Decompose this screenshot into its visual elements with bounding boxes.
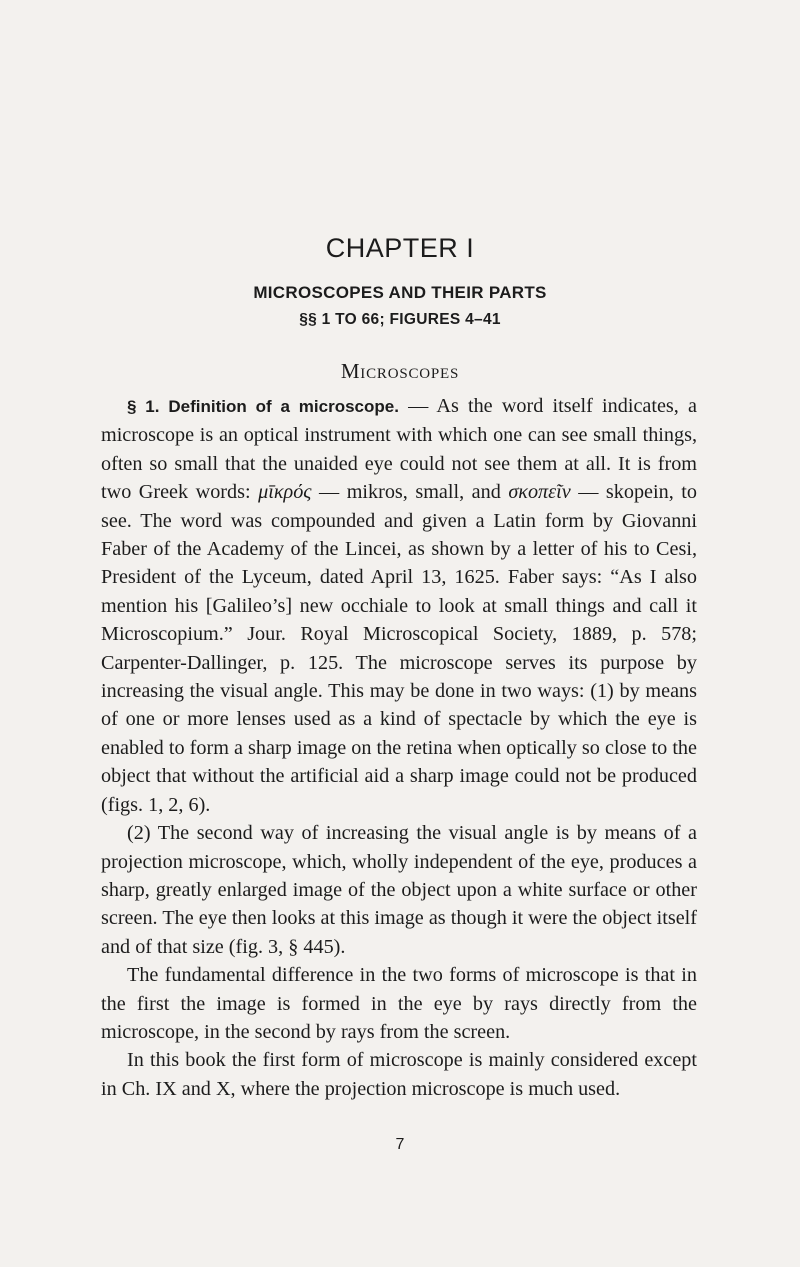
paragraph-3: The fundamental difference in the two forms of microscope is that in the first the image is formed in the eye by rays directly from the microscope, in the second by rays from the screen. <box>101 964 697 1043</box>
paragraph-1 <box>101 392 697 819</box>
greek-word-skopein: σκοπεῖν <box>508 481 571 504</box>
section-title: Microscopes <box>340 359 460 383</box>
page-number: 7 <box>395 1136 405 1153</box>
greek-word-mikros: μῑκρός <box>258 481 312 504</box>
chapter-label: CHAPTER I <box>325 233 475 263</box>
paragraph-1-text-a: — As the word itself indicates, a microscope is an optical instrument with which one can see small things, often so small that the unaided eye could not see them at all. It is from two Greek words: <box>101 395 697 504</box>
body-text <box>101 392 697 1103</box>
chapter-title: MICROSCOPES AND THEIR PARTS <box>253 283 547 302</box>
chapter-subtitle: §§ 1 TO 66; FIGURES 4–41 <box>299 311 501 328</box>
paragraph-2: (2) The second way of increasing the visual angle is by means of a projection microscope, which, wholly independent of the eye, produces a sharp, greatly enlarged image of the object upon a white surface or other screen. The eye then looks at this image as though it were the object itself and of that size (fig. 3, § 445). <box>101 822 697 958</box>
section-heading: § 1. Definition of a microscope. <box>127 397 399 416</box>
paragraph-1-text-b: — mikros, small, and <box>311 481 509 504</box>
paragraph-1-text-c: — skopein, to see. The word was compounded and given a Latin form by Giovanni Faber of the Academy of the Lincei, as shown by a letter of his to Cesi, President of the Lyceum, dated April 13, 1625. Faber says: “As I also mention his [Galileo’s] new occhiale to look at small things and call it Microscopium.” Jour. Royal Microscopical Society, 1889, p. 578; Carpenter-Dallinger, p. 125. The microscope serves its purpose by increasing the visual angle. This may be done in two ways: (1) by means of one or more lenses used as a kind of spectacle by which the eye is enabled to form a sharp image on the retina when optically so close to the object that without the artificial aid a sharp image could not be produced (figs. 1, 2, 6). <box>101 481 697 816</box>
paragraph-4: In this book the first form of microscope is mainly considered except in Ch. IX and X, where the projection microscope is much used. <box>101 1049 697 1100</box>
